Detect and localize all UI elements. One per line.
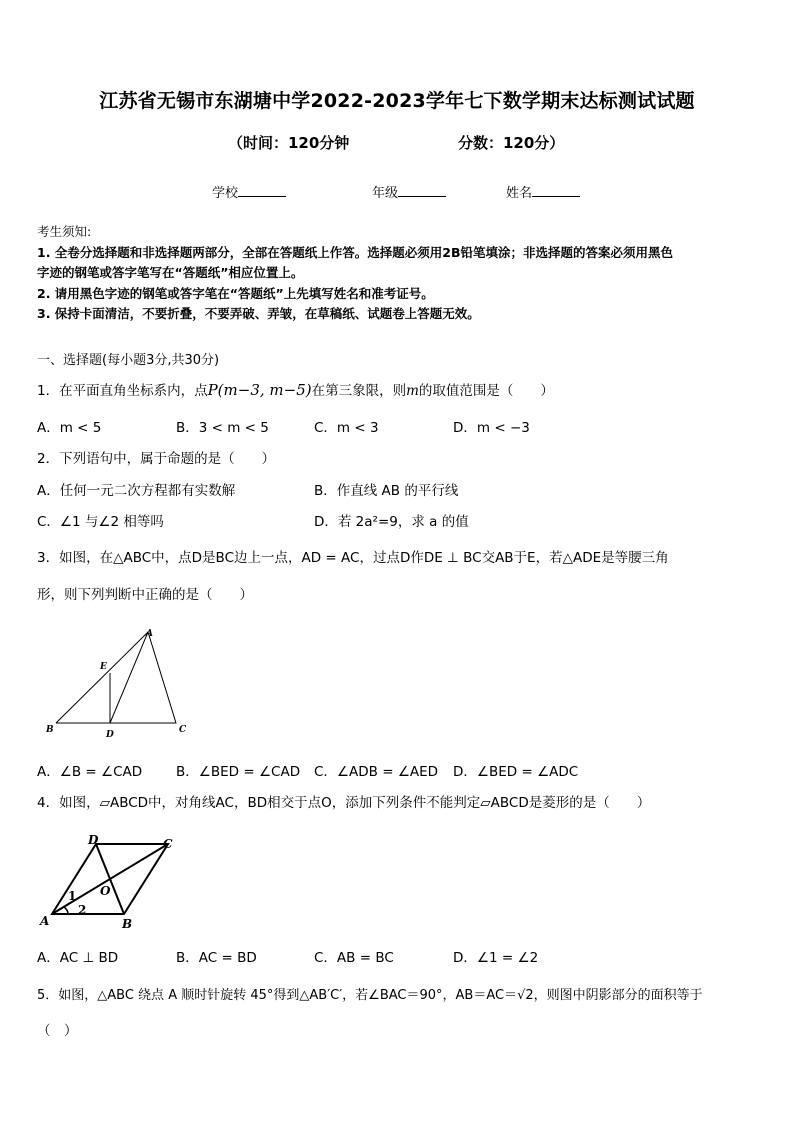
label-c: C <box>179 725 187 735</box>
q1-option-d[interactable]: D．m < −3 <box>453 420 530 436</box>
q2-option-c[interactable]: C．∠1 与∠2 相等吗 <box>37 514 164 530</box>
page-title: 江苏省无锡市东湖塘中学2022-2023学年七下数学期末达标测试试题 <box>99 90 695 112</box>
notes-line-2: 字迹的钢笔或答字笔写在“答题纸”相应位置上。 <box>37 265 304 280</box>
notes-heading: 考生须知: <box>37 224 92 239</box>
school-field <box>212 182 286 201</box>
question-4: 4．如图，▱ABCD中，对角线AC，BD相交于点O，添加下列条件不能判定▱ABCD是菱形的是（ ） <box>37 795 651 811</box>
question-5-line-1: 5．如图，△ABC 绕点 A 顺时针旋转 45°得到△AB′C′，若∠BAC＝90°，AB＝AC＝√2，则图中阴影部分的面积等于 <box>37 988 703 1003</box>
label-angle-1: 1 <box>68 889 77 903</box>
q1-text-b: 在第三象限，则 <box>311 383 407 399</box>
triangle-figure <box>40 620 200 745</box>
grade-field <box>372 182 446 201</box>
q4-option-b[interactable]: B．AC = BD <box>176 950 257 966</box>
notes-line-3: 2. 请用黑色字迹的钢笔或答字笔在“答题纸”上先填写姓名和准考证号。 <box>37 285 434 301</box>
name-blank <box>532 184 580 197</box>
segment-ad <box>110 632 148 723</box>
notes-line-1: 1. 全卷分选择题和非选择题两部分，全部在答题纸上作答。选择题必须用2B铅笔填涂；非选择题的答案必须用黑色 <box>37 244 674 260</box>
label-d: D <box>88 833 99 847</box>
exam-notes <box>37 222 762 325</box>
question-5-line-2: （ ） <box>37 1023 78 1039</box>
q1-point: P(m−3, m−5) <box>207 381 312 399</box>
notes-line-4: 3. 保持卡面清洁，不要折叠，不要弄破、弄皱，在草稿纸、试题卷上答题无效。 <box>37 306 480 321</box>
q3-option-c[interactable]: C．∠ADB = ∠AED <box>314 764 439 780</box>
q3-option-b[interactable]: B．∠BED = ∠CAD <box>176 764 301 780</box>
q4-option-c[interactable]: C．AB = BC <box>314 950 394 966</box>
exam-score: 分数：120分） <box>458 134 565 152</box>
label-b: B <box>46 725 54 735</box>
question-1 <box>37 379 554 399</box>
q1-text-a: 1．在平面直角坐标系内，点 <box>37 383 208 399</box>
parallelogram-figure <box>38 832 188 932</box>
q1-option-c[interactable]: C．m < 3 <box>314 420 379 436</box>
q1-option-a[interactable]: A．m < 5 <box>37 420 102 436</box>
label-d: D <box>106 730 114 740</box>
diagonal-bd <box>96 844 124 914</box>
q2-option-b[interactable]: B．作直线 AB 的平行线 <box>314 483 459 499</box>
q1-option-b[interactable]: B．3 < m < 5 <box>176 420 269 436</box>
q1-var: m <box>406 383 419 399</box>
q4-option-d[interactable]: D．∠1 = ∠2 <box>453 950 539 966</box>
q3-option-a[interactable]: A．∠B = ∠CAD <box>37 764 143 780</box>
label-angle-2: 2 <box>78 903 87 917</box>
school-label: 学校 <box>212 186 239 201</box>
q2-option-a[interactable]: A．任何一元二次方程都有实数解 <box>37 483 236 499</box>
name-label: 姓名 <box>506 186 533 201</box>
school-blank <box>238 184 286 197</box>
label-o: O <box>100 884 111 898</box>
label-a: A <box>146 629 153 639</box>
q1-text-c: 的取值范围是（ ） <box>418 383 554 399</box>
question-3-line-2: 形，则下列判断中正确的是（ ） <box>37 587 253 603</box>
q4-option-a[interactable]: A．AC ⊥ BD <box>37 950 119 966</box>
name-field <box>506 182 580 201</box>
q3-option-d[interactable]: D．∠BED = ∠ADC <box>453 764 579 780</box>
label-b: B <box>122 917 133 931</box>
angle-arc <box>64 907 68 914</box>
label-a: A <box>40 914 50 928</box>
grade-blank <box>398 184 446 197</box>
label-c: C <box>163 837 173 851</box>
label-e: E <box>100 662 107 672</box>
question-3-line-1: 3．如图，在△ABC中，点D是BC边上一点，AD = AC，过点D作DE ⊥ BC交AB于E，若△ADE是等腰三角 <box>37 550 669 566</box>
exam-time: （时间：120分钟 <box>228 134 350 152</box>
q2-option-d[interactable]: D．若 2a²=9，求 a 的值 <box>314 514 469 530</box>
section-heading: 一、选择题(每小题3分,共30分) <box>37 353 220 368</box>
question-2: 2．下列语句中，属于命题的是（ ） <box>37 451 276 467</box>
grade-label: 年级 <box>372 186 399 201</box>
